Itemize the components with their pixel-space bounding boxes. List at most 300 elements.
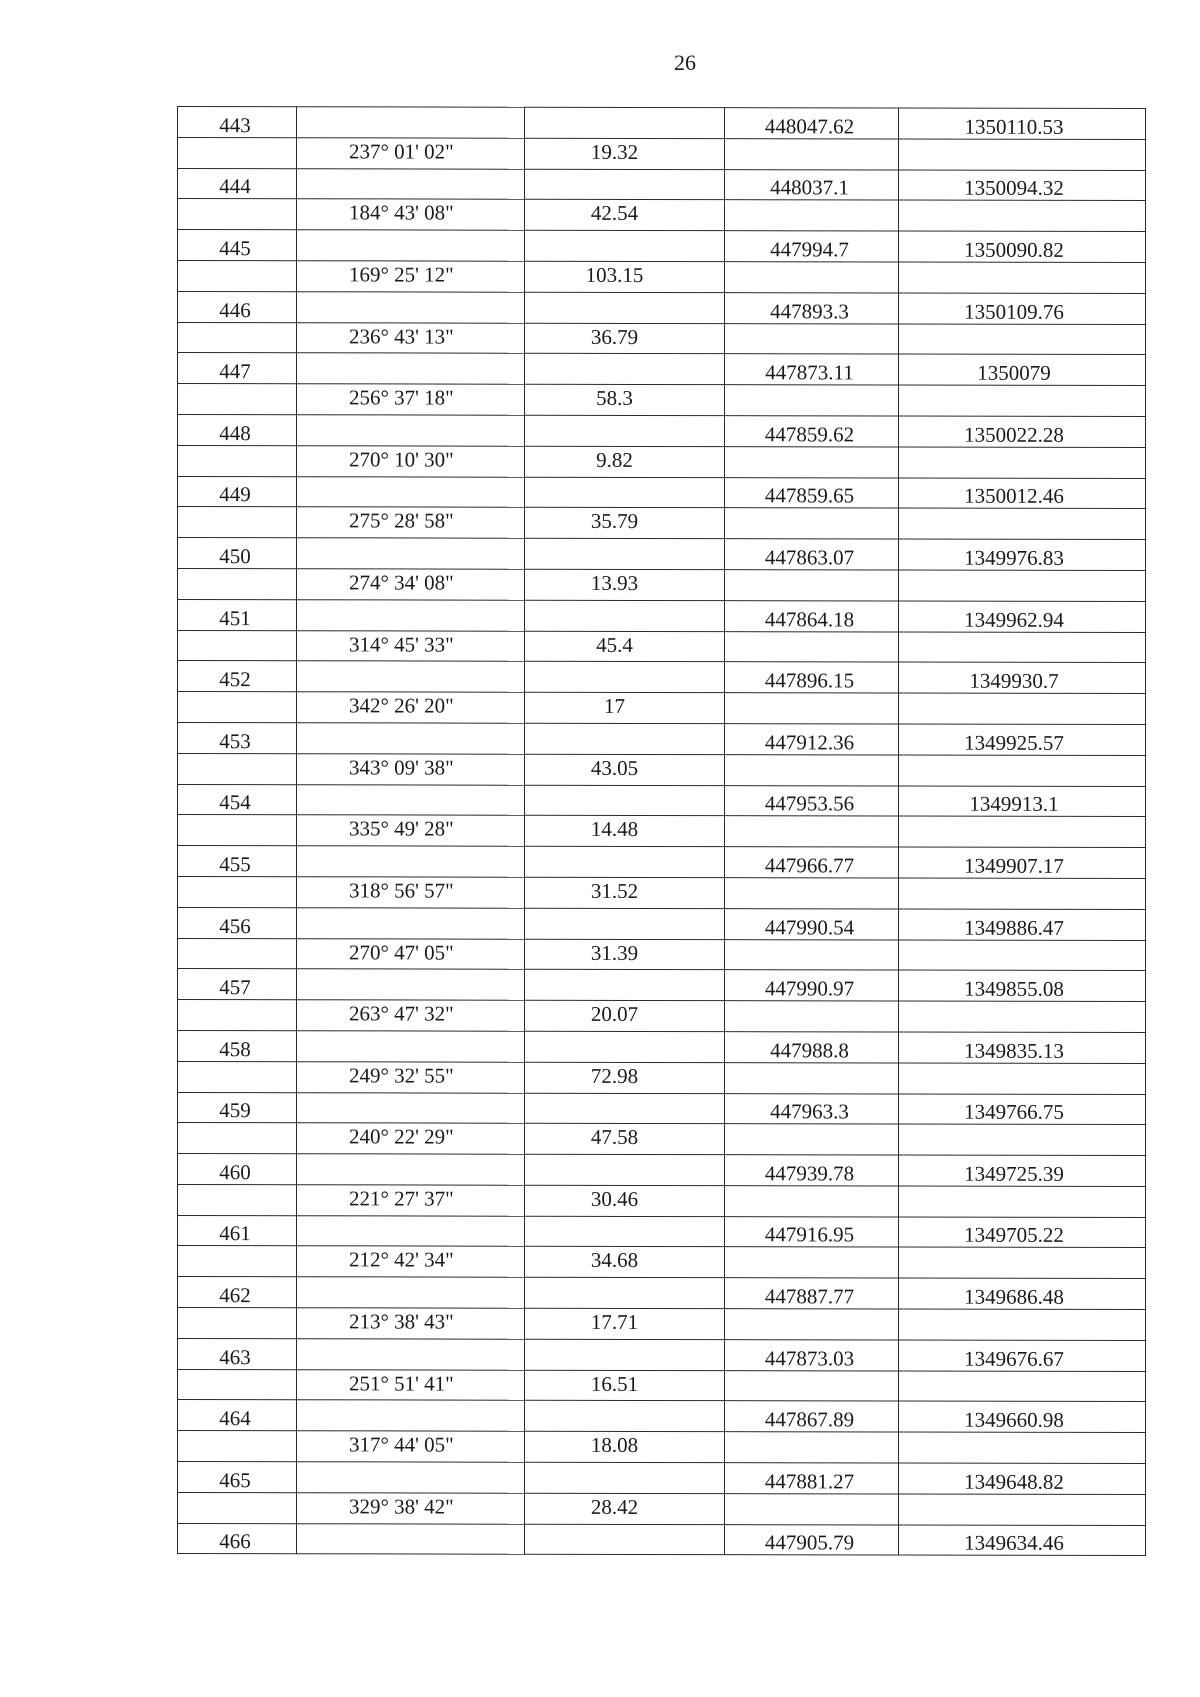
point-id-text: 453 — [219, 728, 251, 753]
bearing-text: 249° 32' 55" — [349, 1063, 454, 1088]
y-coordinate-text: 1349835.13 — [964, 1038, 1064, 1063]
y-coordinate-cell — [899, 632, 1146, 663]
point-id-cell — [178, 538, 297, 569]
segment-row — [178, 137, 1146, 170]
bearing-cell — [297, 1400, 525, 1431]
y-coordinate-text: 1349907.17 — [964, 853, 1064, 878]
y-coordinate-text: 1349962.94 — [964, 607, 1064, 632]
distance-cell — [525, 662, 725, 693]
y-coordinate-cell — [899, 293, 1146, 324]
y-coordinate-cell — [899, 1032, 1146, 1063]
segment-row — [178, 938, 1146, 971]
distance-cell — [525, 1093, 725, 1124]
y-coordinate-text: 1349766.75 — [964, 1099, 1064, 1125]
y-coordinate-text: 1349660.98 — [964, 1407, 1064, 1433]
segment-row — [178, 322, 1146, 355]
distance-cell — [525, 169, 725, 200]
x-coordinate-cell — [725, 138, 899, 169]
distance-cell — [525, 939, 725, 970]
bearing-cell — [297, 938, 525, 969]
segment-row — [178, 507, 1146, 540]
y-coordinate-text: 1349634.46 — [964, 1531, 1064, 1556]
y-coordinate-cell — [899, 724, 1146, 755]
y-coordinate-cell — [899, 1186, 1146, 1217]
bearing-cell — [297, 1277, 525, 1308]
point-id-text: 466 — [219, 1529, 251, 1554]
x-coordinate-cell — [725, 169, 899, 200]
bearing-text: 263° 47' 32" — [349, 1001, 454, 1026]
distance-cell — [525, 1154, 725, 1185]
bearing-cell — [297, 1462, 525, 1493]
x-coordinate-cell — [725, 1155, 899, 1186]
y-coordinate-text: 1349925.57 — [964, 730, 1064, 755]
point-row — [178, 1338, 1146, 1371]
bearing-cell — [297, 1061, 525, 1092]
distance-cell — [525, 107, 725, 138]
x-coordinate-cell — [725, 508, 899, 539]
segment-row — [178, 568, 1146, 601]
y-coordinate-cell — [899, 1155, 1146, 1186]
bearing-cell — [297, 1154, 525, 1185]
x-coordinate-text: 447916.95 — [764, 1222, 855, 1247]
point-row — [178, 414, 1146, 447]
distance-text: 13.93 — [590, 570, 639, 595]
segment-row — [178, 384, 1146, 417]
segment-row — [178, 1369, 1146, 1402]
point-id-cell — [178, 1523, 297, 1554]
y-coordinate-text: 1350022.28 — [964, 422, 1064, 447]
y-coordinate-cell — [899, 570, 1146, 601]
point-row — [178, 1154, 1146, 1187]
distance-cell — [525, 569, 725, 600]
point-id-cell — [178, 1492, 297, 1523]
distance-cell — [525, 1462, 725, 1493]
x-coordinate-cell — [725, 970, 899, 1001]
distance-text: 42.54 — [590, 201, 639, 226]
bearing-cell — [297, 107, 525, 138]
distance-cell — [525, 323, 725, 354]
distance-cell — [525, 1216, 725, 1247]
x-coordinate-cell — [725, 539, 899, 570]
y-coordinate-cell — [899, 1124, 1146, 1155]
x-coordinate-cell — [725, 662, 899, 693]
x-coordinate-cell — [725, 1432, 899, 1463]
y-coordinate-cell — [899, 139, 1146, 170]
point-id-cell — [178, 969, 297, 1000]
x-coordinate-cell — [725, 1093, 899, 1124]
distance-text: 43.05 — [590, 755, 639, 780]
distance-cell — [525, 600, 725, 631]
point-id-text: 445 — [219, 236, 251, 261]
distance-text: 17 — [604, 694, 625, 719]
x-coordinate-text: 447859.65 — [764, 483, 855, 508]
bearing-cell — [297, 199, 525, 230]
point-id-cell — [178, 599, 297, 630]
x-coordinate-cell — [725, 1370, 899, 1401]
x-coordinate-cell — [725, 570, 899, 601]
y-coordinate-text: 1349886.47 — [964, 915, 1064, 940]
y-coordinate-cell — [899, 816, 1146, 847]
distance-cell — [525, 1031, 725, 1062]
distance-text: 34.68 — [590, 1248, 639, 1273]
point-id-cell — [178, 938, 297, 969]
distance-cell — [525, 1247, 725, 1278]
point-id-text: 460 — [219, 1159, 251, 1185]
x-coordinate-text: 447864.18 — [764, 606, 855, 631]
y-coordinate-text: 1350094.32 — [964, 176, 1064, 201]
x-coordinate-cell — [725, 1494, 899, 1525]
bearing-cell — [297, 1123, 525, 1154]
distance-text: 36.79 — [590, 324, 639, 349]
bearing-cell — [297, 1246, 525, 1277]
point-id-cell — [178, 1000, 297, 1031]
x-coordinate-cell — [725, 878, 899, 909]
distance-cell — [525, 1370, 725, 1401]
point-id-text: 451 — [219, 605, 251, 630]
y-coordinate-cell — [899, 601, 1146, 632]
bearing-cell — [297, 507, 525, 538]
x-coordinate-cell — [725, 908, 899, 939]
y-coordinate-text: 1349855.08 — [964, 976, 1064, 1001]
y-coordinate-cell — [899, 354, 1146, 385]
bearing-text: 314° 45' 33" — [349, 631, 454, 657]
point-id-cell — [178, 876, 297, 907]
x-coordinate-cell — [725, 262, 899, 293]
distance-cell — [525, 138, 725, 169]
bearing-text: 335° 49' 28" — [349, 816, 454, 841]
y-coordinate-cell — [899, 231, 1146, 262]
point-id-text: 461 — [219, 1221, 251, 1246]
point-id-cell — [178, 384, 297, 415]
x-coordinate-cell — [725, 1186, 899, 1217]
x-coordinate-cell — [725, 1309, 899, 1340]
y-coordinate-cell — [899, 1247, 1146, 1278]
point-row — [178, 1092, 1146, 1125]
y-coordinate-text: 1349930.7 — [969, 668, 1059, 693]
bearing-text: 221° 27' 37" — [349, 1186, 454, 1211]
y-coordinate-text: 1349725.39 — [964, 1161, 1064, 1186]
point-row — [178, 661, 1146, 694]
y-coordinate-cell — [899, 539, 1146, 570]
point-id-cell — [178, 1215, 297, 1246]
y-coordinate-cell — [899, 1340, 1146, 1371]
point-row — [178, 1277, 1146, 1310]
y-coordinate-cell — [899, 662, 1146, 693]
segment-row — [178, 260, 1146, 293]
y-coordinate-cell — [899, 1063, 1146, 1094]
bearing-cell — [297, 1369, 525, 1400]
segment-row — [178, 815, 1146, 848]
point-id-text: 452 — [219, 667, 251, 692]
x-coordinate-cell — [725, 631, 899, 662]
distance-text: 16.51 — [590, 1371, 639, 1396]
x-coordinate-cell — [725, 1463, 899, 1494]
y-coordinate-cell — [899, 447, 1146, 478]
point-row — [178, 476, 1146, 509]
point-id-text: 456 — [219, 913, 251, 938]
bearing-cell — [297, 630, 525, 661]
distance-cell — [525, 754, 725, 785]
x-coordinate-text: 447988.8 — [770, 1037, 849, 1063]
bearing-text: 256° 37' 18" — [349, 385, 454, 410]
y-coordinate-cell — [899, 1094, 1146, 1125]
point-id-cell — [178, 1123, 297, 1154]
y-coordinate-cell — [899, 478, 1146, 509]
y-coordinate-cell — [899, 200, 1146, 231]
bearing-cell — [297, 415, 525, 446]
point-row — [178, 599, 1146, 632]
bearing-cell — [297, 292, 525, 323]
x-coordinate-text: 447873.11 — [765, 360, 854, 385]
bearing-cell — [297, 969, 525, 1000]
x-coordinate-text: 447867.89 — [764, 1407, 855, 1432]
distance-text: 35.79 — [590, 509, 639, 534]
bearing-cell — [297, 692, 525, 723]
x-coordinate-cell — [725, 354, 899, 385]
x-coordinate-cell — [725, 1062, 899, 1093]
point-id-cell — [178, 1030, 297, 1061]
distance-text: 19.32 — [590, 139, 639, 164]
x-coordinate-text: 447863.07 — [764, 545, 855, 570]
bearing-cell — [297, 353, 525, 384]
segment-row — [178, 1061, 1146, 1094]
x-coordinate-cell — [725, 785, 899, 816]
y-coordinate-text: 1349676.67 — [964, 1346, 1064, 1371]
bearing-text: 342° 26' 20" — [349, 693, 454, 718]
distance-text: 17.71 — [590, 1309, 639, 1335]
point-row — [178, 846, 1146, 879]
distance-cell — [525, 538, 725, 569]
y-coordinate-cell — [899, 262, 1146, 293]
bearing-cell — [297, 1092, 525, 1123]
x-coordinate-text: 447881.27 — [764, 1469, 855, 1494]
distance-cell — [525, 1493, 725, 1524]
x-coordinate-cell — [725, 693, 899, 724]
distance-cell — [525, 1124, 725, 1155]
bearing-text: 184° 43' 08" — [349, 200, 454, 225]
y-coordinate-cell — [899, 693, 1146, 724]
bearing-cell — [297, 384, 525, 415]
distance-cell — [525, 970, 725, 1001]
bearing-cell — [297, 569, 525, 600]
x-coordinate-cell — [725, 1124, 899, 1155]
x-coordinate-cell — [725, 108, 899, 139]
point-id-text: 463 — [219, 1344, 251, 1369]
y-coordinate-cell — [899, 1217, 1146, 1248]
point-id-cell — [178, 1061, 297, 1092]
distance-cell — [525, 261, 725, 292]
y-coordinate-text: 1350110.53 — [964, 114, 1064, 139]
y-coordinate-text: 1349705.22 — [964, 1223, 1064, 1248]
bearing-text: 169° 25' 12" — [349, 262, 454, 287]
distance-cell — [525, 846, 725, 877]
segment-row — [178, 1308, 1146, 1341]
x-coordinate-cell — [725, 1340, 899, 1371]
x-coordinate-text: 447873.03 — [764, 1345, 855, 1371]
bearing-cell — [297, 168, 525, 199]
point-id-cell — [178, 507, 297, 538]
distance-cell — [525, 415, 725, 446]
distance-cell — [525, 1308, 725, 1339]
x-coordinate-cell — [725, 724, 899, 755]
y-coordinate-cell — [899, 324, 1146, 355]
x-coordinate-cell — [725, 754, 899, 785]
bearing-text: 251° 51' 41" — [349, 1371, 454, 1396]
point-id-cell — [178, 322, 297, 353]
bearing-cell — [297, 846, 525, 877]
bearing-cell — [297, 1185, 525, 1216]
y-coordinate-cell — [899, 1401, 1146, 1432]
point-id-cell — [178, 784, 297, 815]
y-coordinate-cell — [899, 878, 1146, 909]
x-coordinate-cell — [725, 816, 899, 847]
y-coordinate-text: 1349976.83 — [964, 545, 1064, 570]
point-id-cell — [178, 1338, 297, 1369]
x-coordinate-text: 447887.77 — [764, 1284, 855, 1309]
segment-row — [178, 753, 1146, 786]
coordinate-table-body — [178, 107, 1146, 1556]
point-id-cell — [178, 107, 297, 138]
x-coordinate-cell — [725, 446, 899, 477]
bearing-text: 274° 34' 08" — [349, 570, 454, 595]
point-id-text: 455 — [219, 852, 251, 877]
x-coordinate-text: 447966.77 — [764, 853, 855, 878]
bearing-cell — [297, 476, 525, 507]
point-row — [178, 230, 1146, 263]
segment-row — [178, 1184, 1146, 1217]
distance-text: 72.98 — [590, 1063, 639, 1088]
x-coordinate-cell — [725, 1247, 899, 1278]
distance-text: 9.82 — [596, 447, 633, 472]
y-coordinate-cell — [899, 1278, 1146, 1309]
point-row — [178, 107, 1146, 140]
distance-text: 31.52 — [590, 878, 639, 903]
y-coordinate-cell — [899, 508, 1146, 539]
point-id-text: 465 — [219, 1467, 251, 1493]
point-id-cell — [178, 907, 297, 938]
segment-row — [178, 1123, 1146, 1156]
x-coordinate-cell — [725, 292, 899, 323]
segment-row — [178, 1492, 1146, 1525]
point-id-text: 450 — [219, 544, 251, 569]
bearing-cell — [297, 230, 525, 261]
distance-cell — [525, 446, 725, 477]
distance-cell — [525, 1000, 725, 1031]
bearing-cell — [297, 661, 525, 692]
segment-row — [178, 1246, 1146, 1279]
bearing-cell — [297, 1523, 525, 1554]
x-coordinate-cell — [725, 231, 899, 262]
x-coordinate-cell — [725, 847, 899, 878]
x-coordinate-text: 447990.54 — [764, 914, 855, 939]
distance-cell — [525, 508, 725, 539]
point-id-cell — [178, 1431, 297, 1462]
x-coordinate-cell — [725, 1401, 899, 1432]
bearing-text: 213° 38' 43" — [349, 1309, 454, 1334]
point-id-cell — [178, 445, 297, 476]
segment-row — [178, 1431, 1146, 1464]
x-coordinate-cell — [725, 939, 899, 970]
segment-row — [178, 692, 1146, 725]
bearing-cell — [297, 723, 525, 754]
bearing-text: 270° 10' 30" — [349, 447, 454, 472]
point-id-cell — [178, 137, 297, 168]
x-coordinate-cell — [725, 477, 899, 508]
x-coordinate-text: 447859.62 — [764, 421, 855, 447]
segment-row — [178, 630, 1146, 663]
y-coordinate-cell — [899, 970, 1146, 1001]
bearing-cell — [297, 261, 525, 292]
x-coordinate-text: 447953.56 — [764, 791, 855, 816]
distance-text: 45.4 — [596, 632, 633, 657]
x-coordinate-cell — [725, 416, 899, 447]
y-coordinate-text: 1349686.48 — [964, 1284, 1064, 1309]
x-coordinate-text: 447994.7 — [770, 237, 849, 262]
y-coordinate-cell — [899, 847, 1146, 878]
x-coordinate-cell — [725, 1001, 899, 1032]
y-coordinate-text: 1350109.76 — [964, 299, 1064, 324]
point-row — [178, 784, 1146, 817]
bearing-text: 270° 47' 05" — [349, 939, 454, 965]
x-coordinate-cell — [725, 1032, 899, 1063]
x-coordinate-text: 447893.3 — [770, 298, 849, 323]
distance-cell — [525, 723, 725, 754]
bearing-cell — [297, 1000, 525, 1031]
x-coordinate-cell — [725, 1524, 899, 1555]
distance-text: 103.15 — [585, 262, 644, 287]
point-id-text: 448 — [219, 420, 251, 445]
distance-text: 18.08 — [590, 1433, 639, 1458]
bearing-cell — [297, 138, 525, 169]
distance-cell — [525, 1431, 725, 1462]
segment-row — [178, 445, 1146, 478]
distance-cell — [525, 692, 725, 723]
bearing-cell — [297, 1493, 525, 1524]
point-id-text: 458 — [219, 1036, 251, 1061]
point-id-cell — [178, 168, 297, 199]
y-coordinate-cell — [899, 1001, 1146, 1032]
point-id-cell — [178, 815, 297, 846]
point-row — [178, 1215, 1146, 1248]
distance-text: 30.46 — [590, 1186, 639, 1211]
bearing-cell — [297, 600, 525, 631]
point-id-cell — [178, 753, 297, 784]
x-coordinate-cell — [725, 1278, 899, 1309]
distance-cell — [525, 292, 725, 323]
bearing-text: 237° 01' 02" — [349, 139, 454, 164]
distance-cell — [525, 1401, 725, 1432]
point-id-cell — [178, 414, 297, 445]
point-id-cell — [178, 353, 297, 384]
bearing-cell — [297, 815, 525, 846]
bearing-cell — [297, 784, 525, 815]
point-id-cell — [178, 661, 297, 692]
point-id-cell — [178, 476, 297, 507]
point-id-cell — [178, 291, 297, 322]
point-row — [178, 907, 1146, 940]
bearing-cell — [297, 1215, 525, 1246]
y-coordinate-text: 1349648.82 — [964, 1469, 1064, 1494]
bearing-cell — [297, 753, 525, 784]
bearing-text: 212° 42' 34" — [349, 1247, 454, 1273]
point-row — [178, 1462, 1146, 1495]
point-row — [178, 538, 1146, 571]
y-coordinate-text: 1350079 — [977, 360, 1051, 386]
point-id-text: 459 — [219, 1098, 251, 1123]
y-coordinate-cell — [899, 755, 1146, 786]
bearing-cell — [297, 1339, 525, 1370]
y-coordinate-cell — [899, 385, 1146, 416]
